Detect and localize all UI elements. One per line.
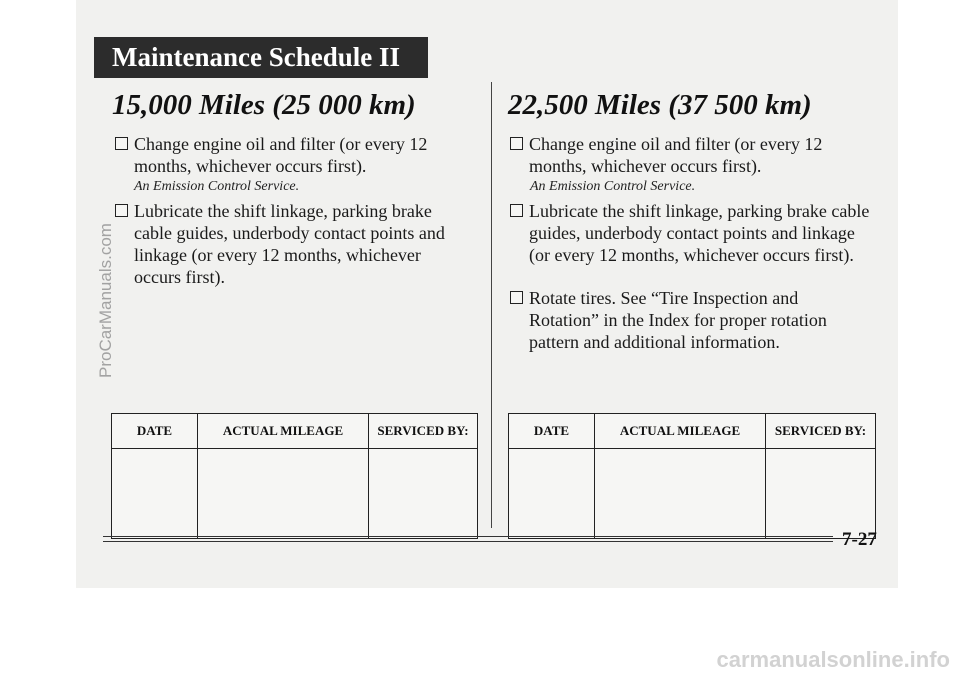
- date-column-header: DATE: [112, 414, 198, 449]
- mileage-column-header: ACTUAL MILEAGE: [198, 414, 369, 449]
- serviced-by-column-header: SERVICED BY:: [766, 414, 876, 449]
- mileage-cell[interactable]: [595, 449, 766, 539]
- section-header: Maintenance Schedule II: [94, 37, 428, 78]
- checkbox-icon[interactable]: [115, 204, 128, 217]
- serviced-by-cell[interactable]: [766, 449, 876, 539]
- right-checklist-item: [510, 133, 855, 177]
- side-watermark: ProCarManuals.com: [96, 223, 115, 378]
- checkbox-icon[interactable]: [510, 291, 523, 304]
- right-item-text: Lubricate the shift linkage, parking brake cable guides, underbody contact points and linkage (or every 12 months, whichever occurs first).: [529, 201, 870, 265]
- checkbox-icon[interactable]: [510, 137, 523, 150]
- page-number: 7-27: [842, 529, 877, 550]
- mileage-cell[interactable]: [198, 449, 369, 539]
- right-checklist-item: [510, 200, 872, 266]
- column-divider: [491, 82, 492, 528]
- footer-rule: [103, 541, 833, 542]
- left-interval-title: 15,000 Miles (25 000 km): [112, 89, 416, 121]
- date-column-header: DATE: [509, 414, 595, 449]
- left-service-log-table: [111, 413, 478, 539]
- left-checklist-item: [115, 200, 471, 288]
- date-cell[interactable]: [509, 449, 595, 539]
- checkbox-icon[interactable]: [510, 204, 523, 217]
- mileage-column-header: ACTUAL MILEAGE: [595, 414, 766, 449]
- left-emission-note: An Emission Control Service.: [134, 179, 300, 194]
- right-checklist-item: [510, 287, 865, 353]
- serviced-by-column-header: SERVICED BY:: [369, 414, 478, 449]
- footer-rule: [103, 536, 833, 537]
- date-cell[interactable]: [112, 449, 198, 539]
- right-item-text: Change engine oil and filter (or every 12 months, whichever occurs first).: [529, 134, 823, 176]
- right-service-log-table: [508, 413, 876, 539]
- right-interval-title: 22,500 Miles (37 500 km): [508, 89, 812, 121]
- left-item-text: Change engine oil and filter (or every 12 months, whichever occurs first).: [134, 134, 428, 176]
- left-item-text: Lubricate the shift linkage, parking brake cable guides, underbody contact points and linkage (or every 12 months, whichever occurs first).: [134, 201, 445, 287]
- left-checklist-item: [115, 133, 455, 177]
- bottom-watermark: carmanualsonline.info: [716, 647, 950, 672]
- right-emission-note: An Emission Control Service.: [530, 179, 696, 194]
- checkbox-icon[interactable]: [115, 137, 128, 150]
- right-item-text: Rotate tires. See “Tire Inspection and Rotation” in the Index for proper rotation pattern and additional information.: [529, 288, 827, 352]
- serviced-by-cell[interactable]: [369, 449, 478, 539]
